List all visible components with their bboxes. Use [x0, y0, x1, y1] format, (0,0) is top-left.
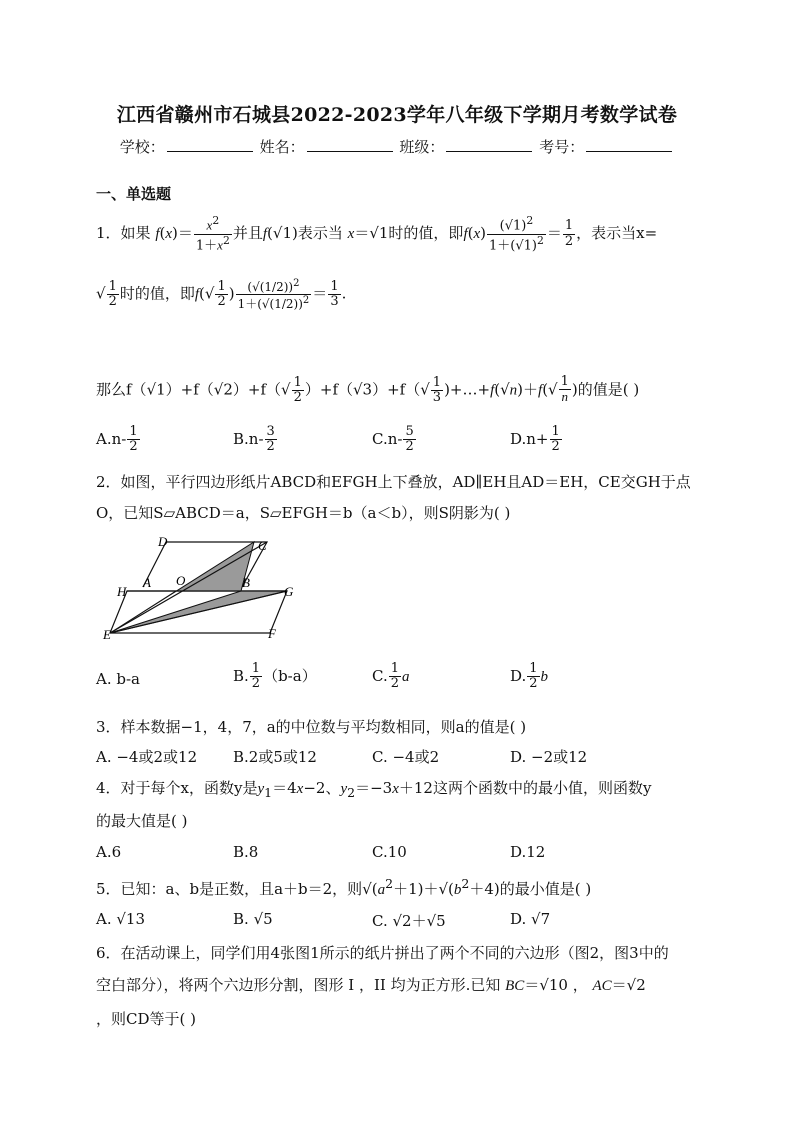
label-b: B [242, 575, 250, 590]
q1-option-c[interactable]: C.n- $\frac{5}{2}$ [372, 424, 414, 455]
q2-option-c[interactable]: C. $\frac{1}{2}$ a [372, 661, 410, 692]
q1-line3: 那么f（√1）+f（√2）+f（√ $\frac{1}{2}$ ）+f（√3）+f（√ $\frac{1}{3}$ )+…+f(√n)＋f(√ $\frac{1}{n}$ )的值是( ) [96, 374, 640, 405]
q5-option-a[interactable]: A. √13 [96, 910, 146, 928]
q3-option-d[interactable]: D. −2或12 [510, 748, 588, 766]
q4-line1: 4．对于每个x，函数y是$y_1=4x-2$、$y_2=-3x+12$这两个函数中的最小值，则函数y [96, 779, 652, 800]
q1-option-b[interactable]: B.n- $\frac{3}{2}$ [233, 424, 275, 455]
q4-line2: 的最大值是( ) [96, 812, 188, 830]
q3-option-c[interactable]: C. −4或2 [372, 748, 440, 766]
class-label: 班级： [399, 138, 445, 156]
q2-figure [96, 532, 306, 644]
q2-option-a[interactable]: A. b-a [96, 670, 140, 688]
q5-option-c[interactable]: C. √2＋√5 [372, 912, 446, 930]
name-label: 姓名： [259, 138, 305, 156]
class-blank[interactable] [446, 139, 532, 152]
q1-line1: 1．如果 f(x)＝ $\frac{x^2}{1+x^2}$ 并且f(√1)表示当 x＝√1时的值，即f(x) $\frac{(√1)^2}{1+(√1)^2}$ ＝ $\frac{1}{2}$ ，表示当x= [96, 214, 658, 253]
label-o: O [176, 573, 186, 588]
q1-option-a[interactable]: A.n- $\frac{1}{2}$ [96, 424, 138, 455]
school-blank[interactable] [167, 139, 253, 152]
page-title: 江西省赣州市石城县2022-2023学年八年级下学期月考数学试卷 [116, 104, 678, 126]
q2-line2: O，已知S▱ABCD＝a，S▱EFGH＝b（a＜b），则S阴影为( ) [96, 504, 511, 522]
q4-option-d[interactable]: D.12 [510, 843, 546, 861]
q1-line2: √ $\frac{1}{2}$ 时的值，即f(√ $\frac{1}{2}$ ) $\frac{(√(1/2))^2}{1+(√(1/2))^2}$ ＝ $\frac{1}{3}$ . [96, 278, 347, 312]
q3-option-a[interactable]: A. −4或2或12 [96, 748, 198, 766]
label-e: E [103, 627, 111, 642]
label-h: H [117, 584, 127, 599]
student-info-line [0, 136, 794, 157]
q4-option-b[interactable]: B.8 [233, 843, 259, 861]
label-f: F [268, 626, 276, 641]
q5-line1: 5．已知：a、b是正数，且a＋b＝2，则$√(a^2+1)+√(b^2+4)$的最小值是( ) [96, 876, 592, 898]
q3-option-b[interactable]: B.2或5或12 [233, 748, 317, 766]
q1-option-d[interactable]: D.n+ $\frac{1}{2}$ [510, 424, 560, 455]
label-g: G [284, 584, 294, 599]
line-eg [110, 591, 287, 633]
label-d: D [158, 534, 168, 549]
section-heading: 一、单选题 [96, 185, 172, 203]
q5-option-d[interactable]: D. √7 [510, 910, 551, 928]
q4-option-a[interactable]: A.6 [96, 843, 122, 861]
label-a: A [143, 575, 151, 590]
number-label: 考号： [539, 138, 585, 156]
q5-option-b[interactable]: B. √5 [233, 910, 273, 928]
school-label: 学校： [119, 138, 165, 156]
q2-option-b[interactable]: B. $\frac{1}{2}$ （b-a） [233, 661, 317, 692]
label-c: C [258, 538, 267, 553]
q2-option-d[interactable]: D. $\frac{1}{2}$ b [510, 661, 549, 692]
q3-line1: 3．样本数据−1，4，7，a的中位数与平均数相同，则a的值是( ) [96, 718, 527, 736]
q6-line2: 空白部分），将两个六边形分割，图形 I ，II 均为正方形.已知 BC＝√10 ， AC＝√2 [96, 976, 646, 994]
q2-line1: 2．如图，平行四边形纸片ABCD和EFGH上下叠放，AD∥EH且AD＝EH，CE交GH于点 [96, 473, 691, 491]
number-blank[interactable] [586, 139, 672, 152]
name-blank[interactable] [307, 139, 393, 152]
q6-line3: ，则CD等于( ) [96, 1010, 196, 1028]
q6-line1: 6．在活动课上，同学们用4张图1所示的纸片拼出了两个不同的六边形（图2，图3中的 [96, 944, 669, 962]
q4-option-c[interactable]: C.10 [372, 843, 407, 861]
